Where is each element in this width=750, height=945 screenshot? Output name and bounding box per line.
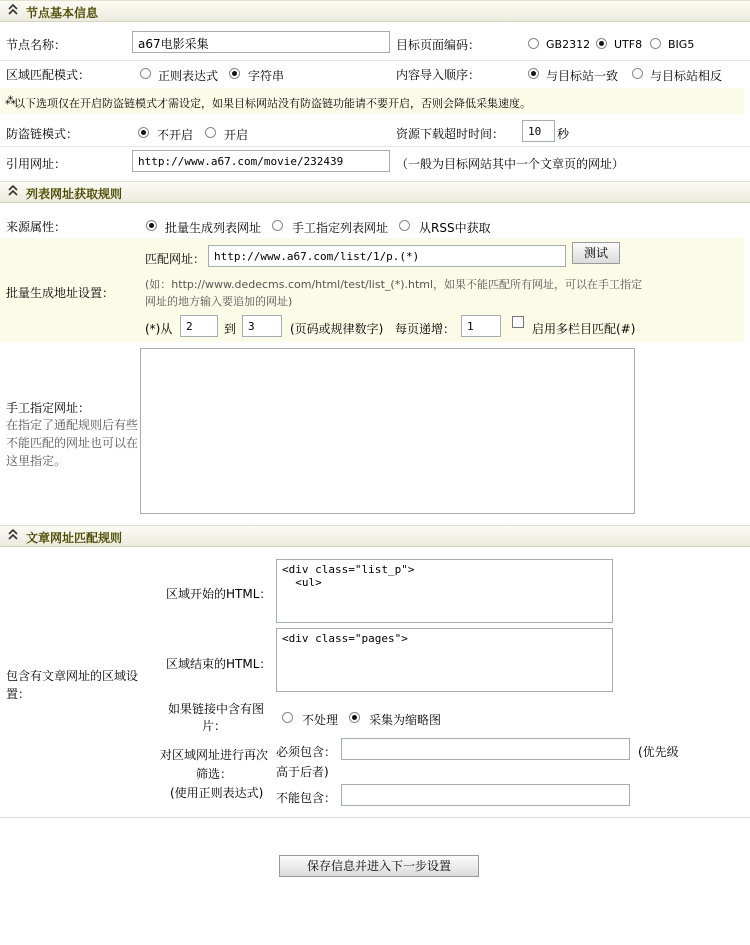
timeout-label: 资源下载超时时间： <box>396 127 505 141</box>
end-html-textarea[interactable]: <div class="pages"> <box>276 628 613 692</box>
antileech-radio-on[interactable] <box>205 127 216 138</box>
region-settings-label-line: 置： <box>6 687 31 701</box>
match-url-label: 匹配网址： <box>145 252 206 266</box>
antileech-option-label: 不开启 <box>157 128 194 142</box>
encoding-radio-utf8[interactable] <box>596 38 607 49</box>
image-handling-label-line: 如果链接中含有图 <box>168 702 265 716</box>
match-url-help-line2: 网址的地方输入要追加的网址) <box>145 295 293 308</box>
manual-urls-textarea[interactable] <box>140 348 635 514</box>
section-header-article-rules[interactable] <box>0 525 750 547</box>
filter-label-line: 筛选： <box>196 767 233 781</box>
ref-url-hint: （一般为目标网站其中一个文章页的网址） <box>396 157 625 171</box>
antileech-option-label: 开启 <box>224 128 249 142</box>
timeout-input[interactable]: 10 <box>522 120 555 142</box>
step-input[interactable]: 1 <box>461 315 501 337</box>
source-option-label: 批量生成列表网址 <box>165 221 262 235</box>
range-from-label: (*)从 <box>145 322 173 336</box>
match-mode-option-label: 正则表达式 <box>158 69 219 83</box>
antileech-note-icon: ⁂ <box>5 94 16 107</box>
section-title: 节点基本信息 <box>26 6 99 20</box>
multi-column-label: 启用多栏目匹配(#) <box>532 322 636 336</box>
multi-column-checkbox[interactable] <box>512 316 524 328</box>
end-html-label: 区域结束的HTML： <box>166 657 272 671</box>
collapse-chevron-icon <box>8 4 18 16</box>
node-name-label: 节点名称： <box>6 38 67 52</box>
manual-urls-label: 手工指定网址： <box>6 401 91 415</box>
image-radio-ignore[interactable] <box>282 712 293 723</box>
cannot-contain-label: 不能包含： <box>276 791 337 805</box>
import-order-label: 内容导入顺序： <box>396 68 481 82</box>
start-html-label: 区域开始的HTML： <box>166 587 272 601</box>
source-option-label: 手工指定列表网址 <box>292 221 389 235</box>
section-title: 文章网址匹配规则 <box>26 531 123 545</box>
must-contain-input[interactable] <box>341 738 630 760</box>
cannot-contain-input[interactable] <box>341 784 630 806</box>
start-html-textarea[interactable]: <div class="list_p"> <ul> <box>276 559 613 623</box>
manual-urls-desc-line: 在指定了通配规则后有些 <box>6 418 139 432</box>
source-option-label: 从RSS中获取 <box>419 221 491 235</box>
encoding-option-label: GB2312 <box>546 38 591 51</box>
range-hint: (页码或规律数字) <box>290 322 384 336</box>
import-order-radio-same[interactable] <box>528 68 539 79</box>
image-option-label: 不处理 <box>302 713 339 727</box>
must-contain-hint-line: 高于后者) <box>276 765 329 779</box>
antileech-radio-off[interactable] <box>138 127 149 138</box>
must-contain-hint-line: (优先级 <box>638 745 679 759</box>
match-mode-option-label: 字符串 <box>248 69 285 83</box>
filter-label-line: 对区域网址进行再次 <box>160 748 269 762</box>
must-contain-label: 必须包含： <box>276 745 337 759</box>
import-order-option-label: 与目标站相反 <box>650 69 723 83</box>
node-name-input[interactable]: a67电影采集 <box>132 31 390 53</box>
encoding-radio-big5[interactable] <box>650 38 661 49</box>
antileech-label: 防盗链模式： <box>6 127 79 141</box>
source-radio-manual[interactable] <box>272 220 283 231</box>
range-to-input[interactable]: 3 <box>242 315 282 337</box>
section-header-list-rules[interactable] <box>0 181 750 203</box>
image-option-label: 采集为缩略图 <box>369 713 442 727</box>
source-radio-batch[interactable] <box>146 220 157 231</box>
filter-label-line: (使用正则表达式) <box>170 786 264 800</box>
encoding-radio-gb2312[interactable] <box>528 38 539 49</box>
import-order-option-label: 与目标站一致 <box>546 69 619 83</box>
range-to-label: 到 <box>224 322 237 336</box>
test-button[interactable]: 测试 <box>572 242 620 264</box>
antileech-note: 以下选项仅在开启防盗链模式才需设定，如果目标网站没有防盗链功能请不要开启，否则会降低采集速度。 <box>14 97 531 110</box>
region-settings-label-line: 包含有文章网址的区域设 <box>6 669 139 683</box>
step-label: 每页递增： <box>395 322 456 336</box>
encoding-option-label: UTF8 <box>614 38 643 51</box>
source-radio-rss[interactable] <box>399 220 410 231</box>
match-mode-radio-string[interactable] <box>229 68 240 79</box>
collapse-chevron-icon <box>8 529 18 541</box>
encoding-option-label: BIG5 <box>668 38 695 51</box>
match-mode-radio-regex[interactable] <box>140 68 151 79</box>
source-label: 来源属性： <box>6 220 67 234</box>
encoding-label: 目标页面编码： <box>396 38 481 52</box>
match-url-input[interactable]: http://www.a67.com/list/1/p.(*) <box>208 245 566 267</box>
collapse-chevron-icon <box>8 185 18 197</box>
section-title: 列表网址获取规则 <box>26 187 123 201</box>
batch-settings-label: 批量生成地址设置： <box>6 286 115 300</box>
image-radio-thumbnail[interactable] <box>349 712 360 723</box>
timeout-unit: 秒 <box>557 127 570 141</box>
manual-urls-desc-line: 这里指定。 <box>6 454 67 468</box>
import-order-radio-reverse[interactable] <box>632 68 643 79</box>
ref-url-input[interactable]: http://www.a67.com/movie/232439 <box>132 150 390 172</box>
match-mode-label: 区域匹配模式： <box>6 68 91 82</box>
save-and-next-button[interactable]: 保存信息并进入下一步设置 <box>279 855 479 877</box>
match-url-help-line1: (如：http://www.dedecms.com/html/test/list_(*).html，如果不能匹配所有网址，可以在手工指定 <box>145 278 643 291</box>
range-from-input[interactable]: 2 <box>180 315 218 337</box>
ref-url-label: 引用网址： <box>6 157 67 171</box>
image-handling-label-line: 片： <box>202 719 227 733</box>
manual-urls-desc-line: 不能匹配的网址也可以在 <box>6 436 139 450</box>
section-header-basic[interactable] <box>0 0 750 22</box>
